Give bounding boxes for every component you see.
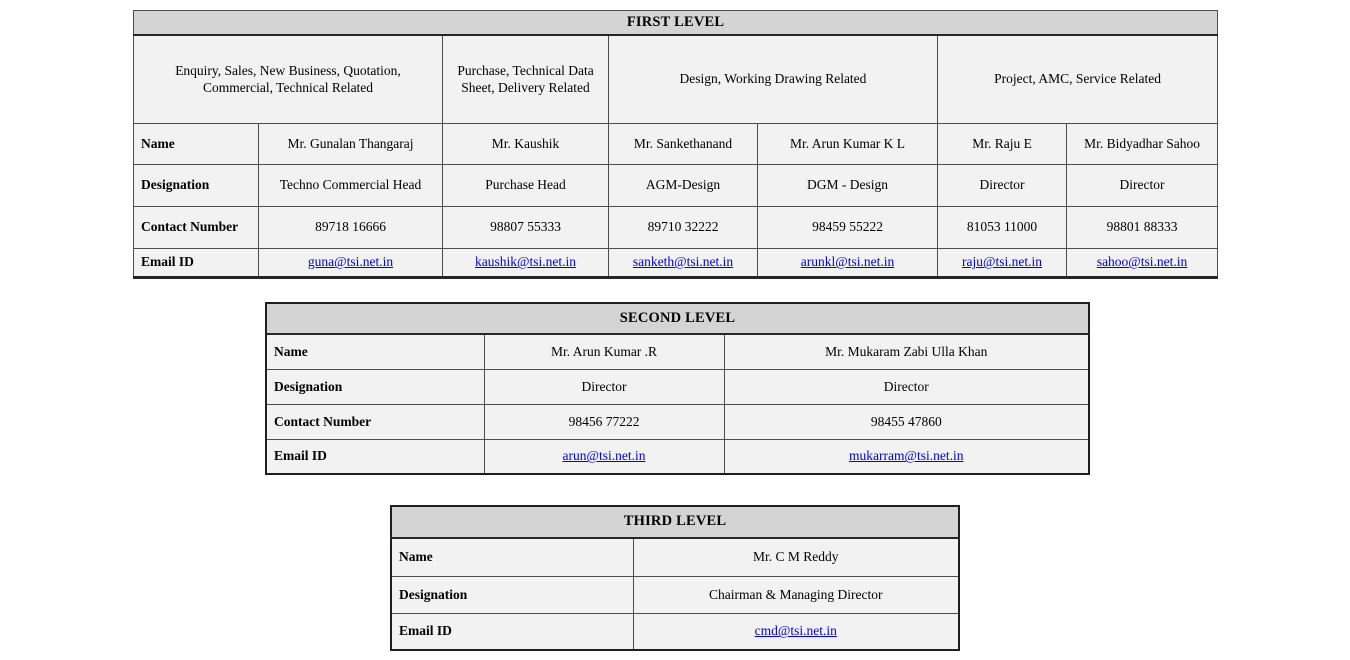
name-cell: Mr. Raju E [938, 123, 1067, 164]
row-label-email-id: Email ID [266, 439, 484, 474]
designation-cell: Director [484, 369, 724, 404]
name-cell: Mr. Sankethanand [609, 123, 758, 164]
email-cell [484, 439, 724, 474]
designation-cell: Director [938, 164, 1067, 206]
designation-cell: Director [724, 369, 1089, 404]
email-link[interactable]: cmd@tsi.net.in [754, 623, 837, 639]
row-label-email-id: Email ID [134, 248, 259, 277]
phone-cell: 98459 55222 [758, 206, 938, 248]
row-label-contact-number: Contact Number [266, 404, 484, 439]
third-level-title: THIRD LEVEL [391, 506, 959, 538]
phone-cell: 89710 32222 [609, 206, 758, 248]
first-level-table [133, 10, 1218, 279]
email-link[interactable]: arun@tsi.net.in [562, 448, 646, 464]
name-cell: Mr. Kaushik [443, 123, 609, 164]
email-link[interactable]: guna@tsi.net.in [307, 254, 394, 270]
row-label-name: Name [266, 334, 484, 369]
designation-cell: DGM - Design [758, 164, 938, 206]
row-label-email-id: Email ID [391, 613, 633, 650]
row-label-name: Name [391, 538, 633, 576]
name-cell: Mr. Gunalan Thangaraj [259, 123, 443, 164]
email-link[interactable]: sanketh@tsi.net.in [632, 254, 734, 270]
name-cell: Mr. Arun Kumar .R [484, 334, 724, 369]
name-cell: Mr. Mukaram Zabi Ulla Khan [724, 334, 1089, 369]
category-cell-enquiry-sales: Enquiry, Sales, New Business, Quotation, Commercial, Technical Related [134, 35, 443, 123]
designation-cell: Purchase Head [443, 164, 609, 206]
row-label-designation: Designation [391, 576, 633, 613]
email-link[interactable]: raju@tsi.net.in [962, 254, 1042, 270]
email-link[interactable]: sahoo@tsi.net.in [1096, 254, 1188, 270]
phone-cell: 98456 77222 [484, 404, 724, 439]
designation-cell: AGM-Design [609, 164, 758, 206]
email-cell [259, 248, 443, 277]
email-link[interactable]: kaushik@tsi.net.in [475, 254, 576, 270]
second-level-table [265, 302, 1090, 475]
designation-cell: Techno Commercial Head [259, 164, 443, 206]
category-cell-project: Project, AMC, Service Related [938, 35, 1218, 123]
row-label-contact-number: Contact Number [134, 206, 259, 248]
row-label-designation: Designation [134, 164, 259, 206]
phone-cell: 98455 47860 [724, 404, 1089, 439]
email-cell [938, 248, 1067, 277]
designation-cell: Chairman & Managing Director [633, 576, 959, 613]
phone-cell: 81053 11000 [938, 206, 1067, 248]
first-level-title: FIRST LEVEL [134, 11, 1218, 36]
email-cell [758, 248, 938, 277]
email-cell [633, 613, 959, 650]
phone-cell: 89718 16666 [259, 206, 443, 248]
email-link[interactable]: mukarram@tsi.net.in [849, 448, 964, 464]
row-label-designation: Designation [266, 369, 484, 404]
email-link[interactable]: arunkl@tsi.net.in [800, 254, 895, 270]
phone-cell: 98801 88333 [1067, 206, 1218, 248]
third-level-table [390, 505, 960, 651]
email-cell [724, 439, 1089, 474]
name-cell: Mr. Arun Kumar K L [758, 123, 938, 164]
category-cell-design: Design, Working Drawing Related [609, 35, 938, 123]
category-cell-purchase: Purchase, Technical Data Sheet, Delivery Related [443, 35, 609, 123]
name-cell: Mr. Bidyadhar Sahoo [1067, 123, 1218, 164]
designation-cell: Director [1067, 164, 1218, 206]
row-label-name: Name [134, 123, 259, 164]
phone-cell: 98807 55333 [443, 206, 609, 248]
name-cell: Mr. C M Reddy [633, 538, 959, 576]
email-cell [443, 248, 609, 277]
second-level-title: SECOND LEVEL [266, 303, 1089, 334]
email-cell [1067, 248, 1218, 277]
email-cell [609, 248, 758, 277]
